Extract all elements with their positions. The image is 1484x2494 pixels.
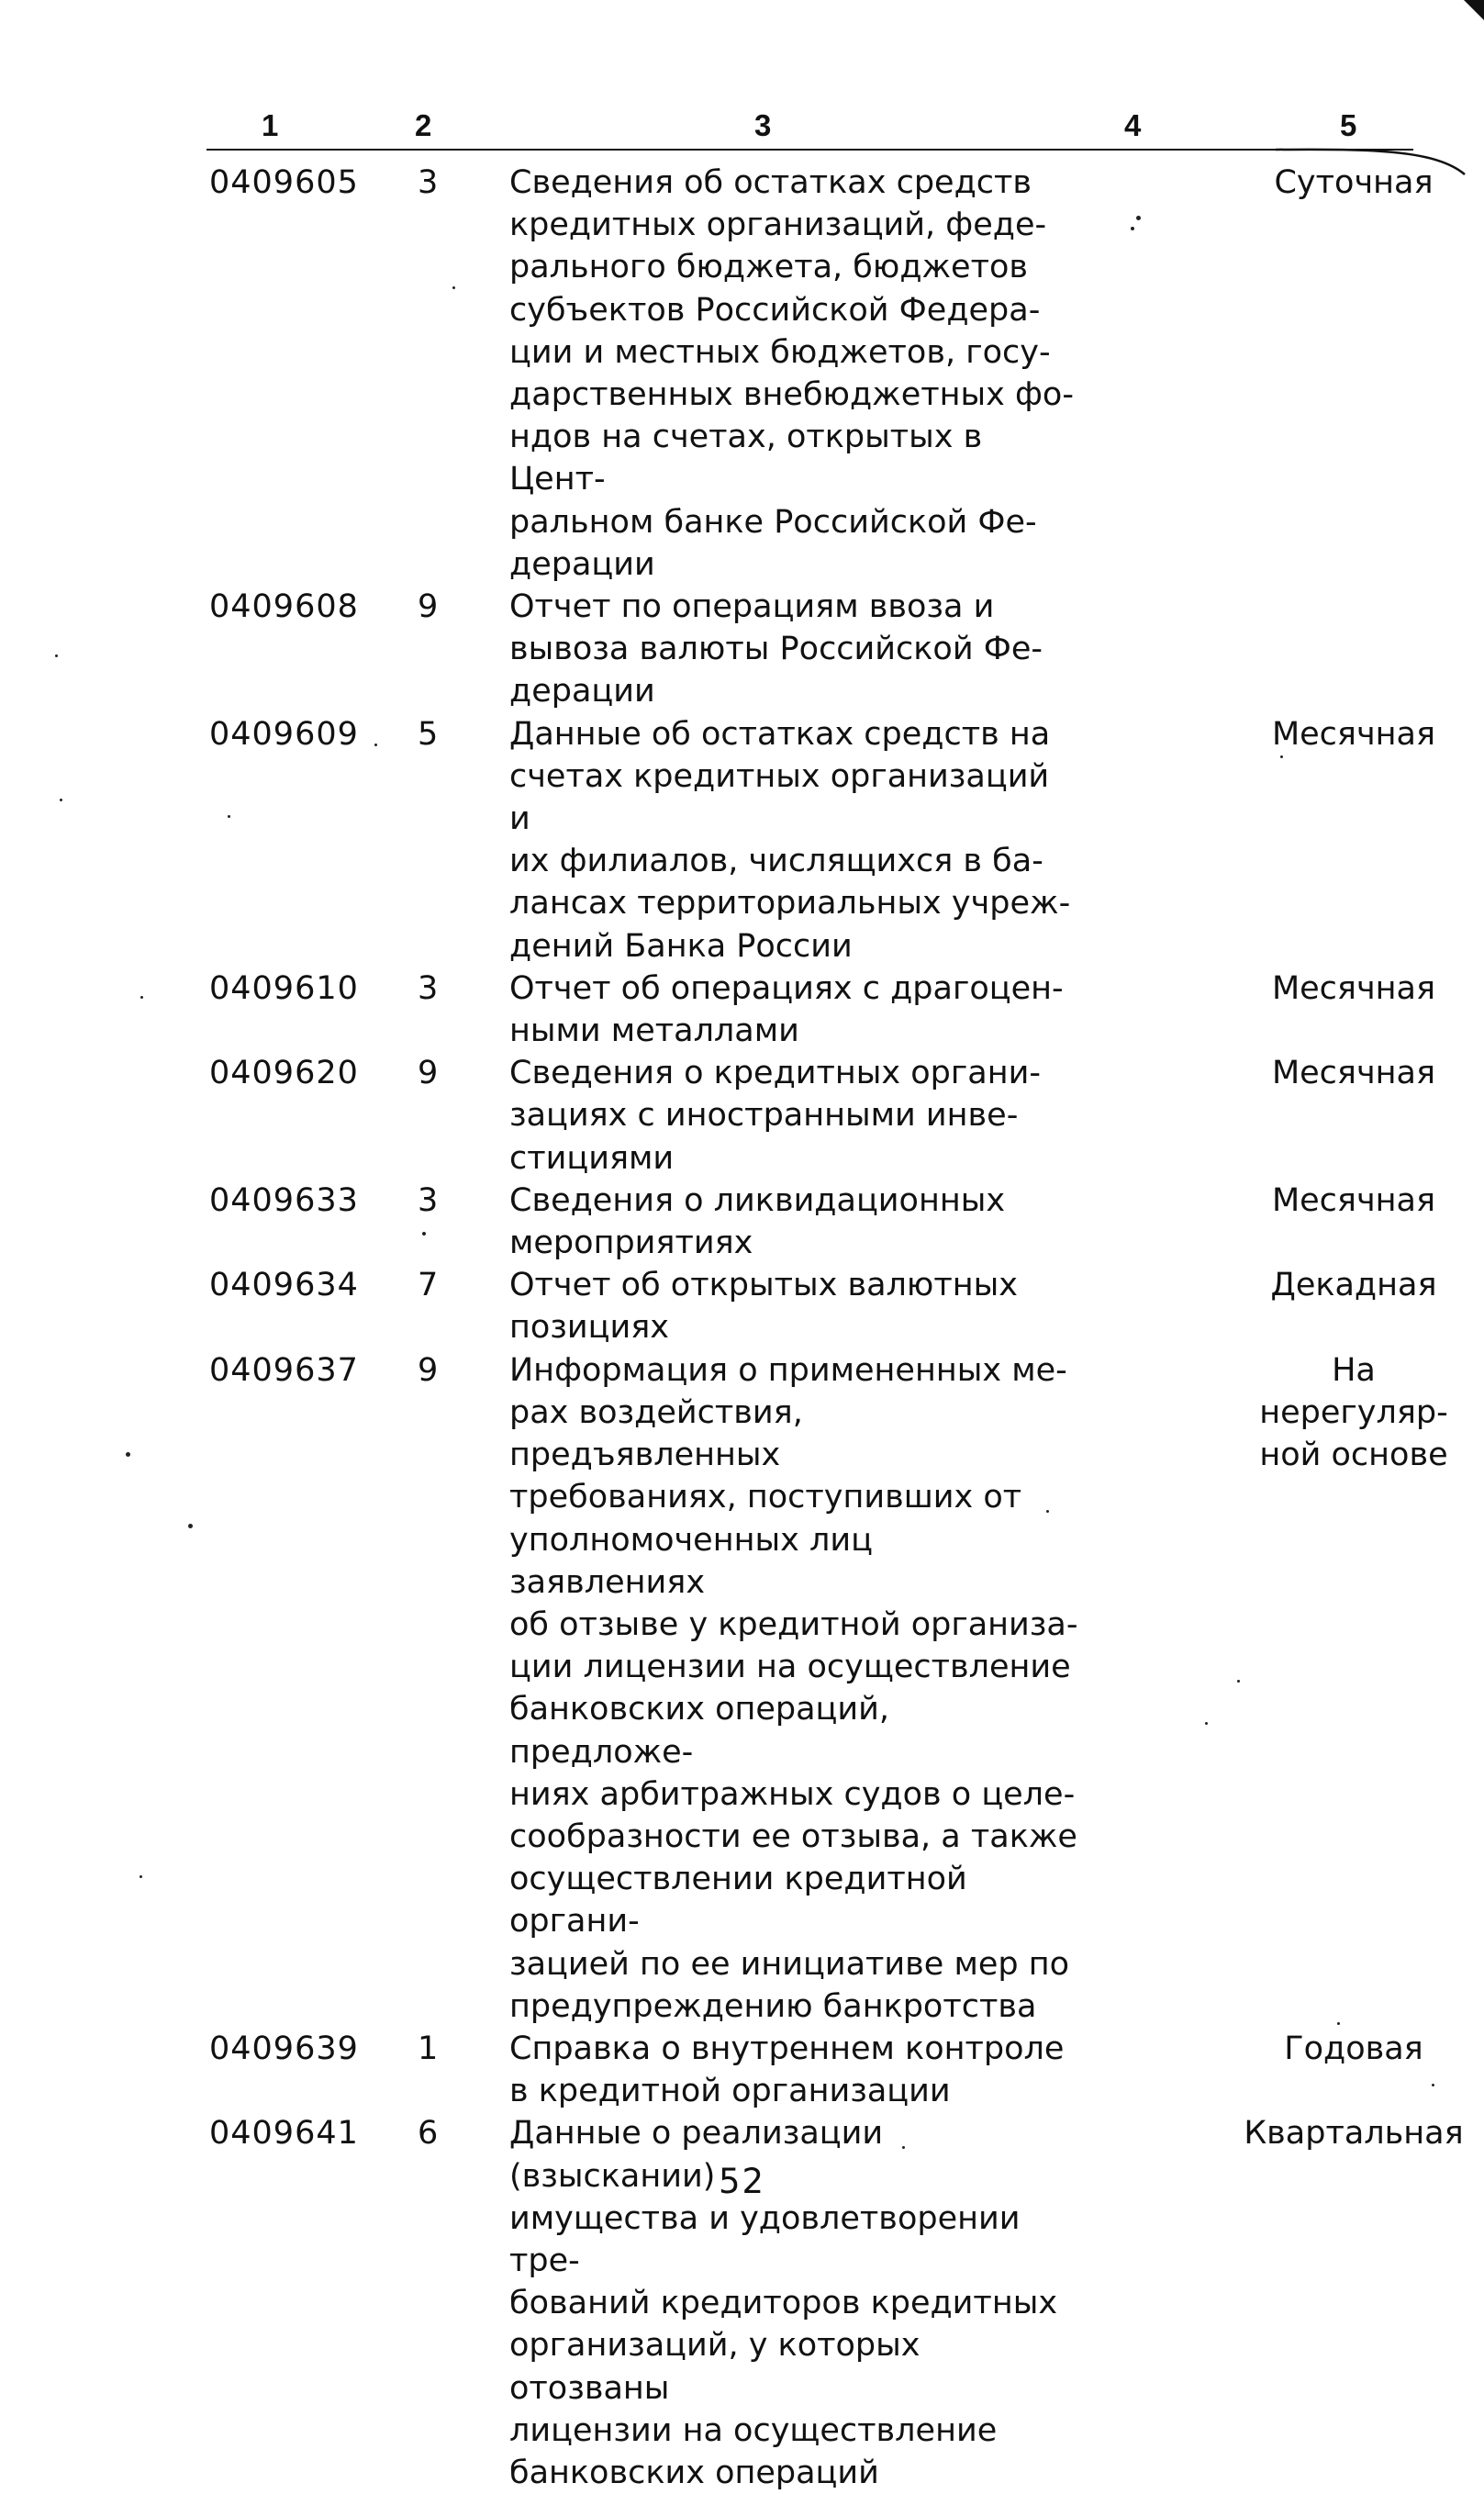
header-col-2: 2 [415, 108, 432, 142]
header-col-5: 5 [1340, 108, 1357, 142]
form-description: Сведения о ликвидационных мероприятиях [509, 1181, 1006, 1262]
forms-table [0, 162, 1484, 2494]
form-code: 0409620 [209, 1055, 359, 1092]
table-row [0, 162, 1484, 586]
scan-speck [1432, 2084, 1434, 2086]
control-digit: 3 [418, 164, 439, 201]
table-row [0, 1052, 1484, 1180]
form-description: Информация о примененных ме- рах воздействия, предъявленных требованиях, поступивших от уполномоченных лиц заявлениях об отзыве у кредитной организа- ции лицензии на осуществление банковских операций, предложе- ниях арбитражных судов о целе- сообразности ее отзыва, а также осуществлении кредитной органи- зацией по ее инициативе мер по предупреждению банкротства [509, 1351, 1078, 2025]
form-code: 0409605 [209, 164, 359, 201]
form-periodicity: Месячная [1271, 715, 1436, 753]
scan-speck [452, 286, 455, 289]
form-periodicity: Декадная [1270, 1267, 1437, 1304]
form-description: Данные о реализации (взыскании) имущества и удовлетворении тре- бований кредиторов кредитных организаций, у которых отозваны лицензии на осуществление банковских операций [509, 2115, 1058, 2491]
header-col-3: 3 [754, 108, 772, 142]
table-row [0, 1180, 1484, 1264]
scan-speck [1337, 2022, 1340, 2025]
form-code: 0409633 [209, 1181, 359, 1219]
scan-speck [374, 744, 377, 746]
header-col-1: 1 [262, 108, 279, 142]
form-description: Сведения об остатках средств кредитных организаций, феде- рального бюджета, бюджетов субъектов Российской Федера- ции и местных бюджетов, госу- дарственных внебюджетных фо- ндов на счетах, открытых в Цент- ральном банке Российской Фе- дерации [509, 164, 1074, 583]
form-code: 0409637 [209, 1351, 359, 1389]
form-periodicity: Годовая [1284, 2030, 1423, 2067]
scan-speck [1237, 1680, 1240, 1683]
table-row [0, 586, 1484, 713]
scan-speck [55, 654, 58, 657]
scan-speck [140, 996, 143, 999]
form-code: 0409641 [209, 2115, 359, 2153]
form-description: Сведения о кредитных органи- зациях с иностранными инве- стициями [509, 1055, 1041, 1177]
form-code: 0409634 [209, 1267, 359, 1304]
table-header [0, 108, 1484, 151]
form-code: 0409639 [209, 2030, 359, 2067]
scan-speck [1136, 216, 1141, 220]
form-code: 0409609 [209, 715, 359, 753]
scan-speck [139, 1875, 142, 1878]
form-periodicity: Суточная [1274, 164, 1434, 201]
form-periodicity: Месячная [1271, 1181, 1436, 1219]
scan-speck [422, 1232, 426, 1236]
form-periodicity: Квартальная [1244, 2115, 1464, 2153]
table-row [0, 1264, 1484, 1348]
form-periodicity: Месячная [1271, 1055, 1436, 1092]
page-number: 52 [718, 2162, 766, 2201]
table-row [0, 713, 1484, 967]
scan-speck [126, 1452, 130, 1457]
control-digit: 9 [418, 588, 439, 626]
control-digit: 7 [418, 1267, 439, 1304]
scan-speck [902, 2146, 905, 2149]
scan-speck [188, 1524, 193, 1528]
control-digit: 3 [418, 1181, 439, 1219]
form-code: 0409610 [209, 969, 359, 1007]
control-digit: 9 [418, 1351, 439, 1389]
scan-speck [1205, 1722, 1208, 1725]
form-description: Отчет об операциях с драгоцен- ными металлами [509, 969, 1064, 1050]
form-description: Отчет по операциям ввоза и вывоза валюты Российской Фе- дерации [509, 588, 1043, 710]
form-periodicity: Месячная [1271, 969, 1436, 1007]
scan-speck [1131, 227, 1134, 230]
scan-speck [60, 799, 62, 801]
corner-fold-mark [1464, 0, 1484, 20]
scan-speck [1280, 755, 1283, 758]
control-digit: 1 [418, 2030, 439, 2067]
table-row [0, 967, 1484, 1052]
scan-speck [1046, 1510, 1049, 1513]
form-periodicity: На нерегуляр- ной основе [1259, 1351, 1448, 1474]
form-description: Справка о внутреннем контроле в кредитной организации [509, 2030, 1065, 2110]
form-description: Отчет об открытых валютных позициях [509, 1267, 1018, 1347]
control-digit: 3 [418, 969, 439, 1007]
control-digit: 5 [418, 715, 439, 753]
header-col-4: 4 [1124, 108, 1142, 142]
header-rule [206, 149, 1413, 151]
control-digit: 6 [418, 2115, 439, 2153]
control-digit: 9 [418, 1055, 439, 1092]
table-row [0, 2028, 1484, 2112]
form-description: Данные об остатках средств на счетах кредитных организаций и их филиалов, числящихся в ба- лансах территориальных учреж- дений Банка России [509, 715, 1071, 965]
table-row [0, 1349, 1484, 2028]
form-code: 0409608 [209, 588, 359, 626]
scan-speck [228, 815, 230, 818]
